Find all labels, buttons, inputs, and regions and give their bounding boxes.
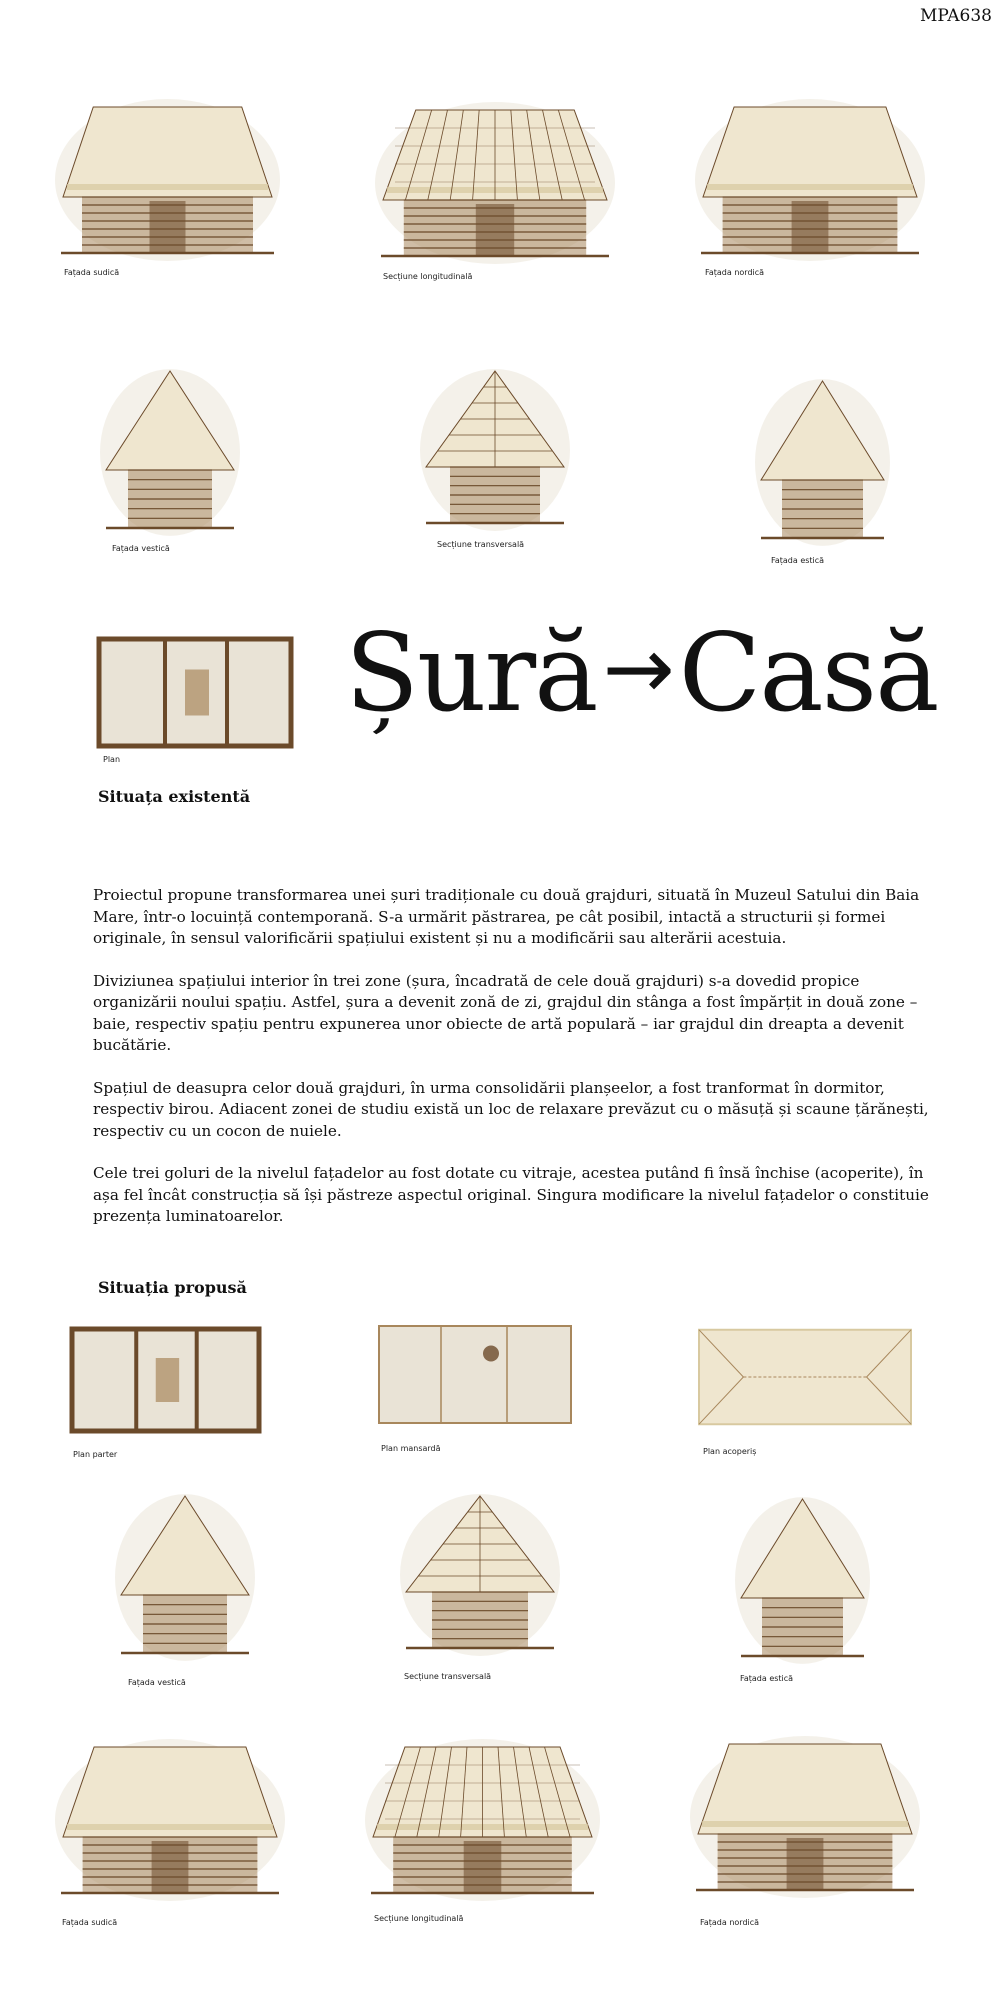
- caption-pr-north: Fațada nordică: [700, 1918, 760, 1927]
- paragraph: Cele trei goluri de la nivelul fațadelor au fost dotate cu vitraje, acestea putând fi însă închise (acoperite), în așa fel încât construcția să își păstreze aspectul original. Singura modificare la nivelul fațadelor o constituie prezența luminatoarelor.: [93, 1164, 929, 1225]
- caption-pr-long-section: Secțiune longitudinală: [374, 1914, 464, 1923]
- caption-ex-long-section: Secțiune longitudinală: [383, 272, 473, 281]
- caption-pr-roof-plan: Plan acoperiș: [703, 1447, 757, 1456]
- caption-ex-cross-section: Secțiune transversală: [437, 540, 525, 549]
- drawing-pr-north: [690, 1732, 920, 1902]
- caption-pr-cross-section: Secțiune transversală: [404, 1672, 492, 1681]
- proposed-heading: Situația propusă: [98, 1278, 247, 1297]
- caption-ex-plan: Plan: [103, 755, 121, 764]
- drawing-ex-cross-section: [420, 365, 570, 535]
- title-to: Casă: [678, 611, 938, 736]
- caption-ex-west: Fațada vestică: [112, 544, 170, 553]
- caption-pr-attic-plan: Plan mansardă: [381, 1444, 441, 1453]
- drawing-ex-north: [695, 95, 925, 265]
- drawing-ex-south: [55, 95, 280, 265]
- page-title: [345, 611, 938, 736]
- drawing-pr-roof-plan: [695, 1318, 915, 1436]
- drawing-pr-long-section: [365, 1735, 600, 1905]
- drawing-pr-cross-section: [400, 1490, 560, 1660]
- drawing-ex-east: [755, 375, 890, 550]
- drawing-ex-long-section: [375, 98, 615, 268]
- caption-ex-north: Fațada nordică: [705, 268, 765, 277]
- description: [93, 885, 941, 1249]
- drawing-ex-plan: [95, 635, 295, 750]
- drawing-pr-attic-plan: [375, 1322, 575, 1427]
- drawing-pr-ground-plan: [68, 1325, 263, 1435]
- caption-ex-south: Fațada sudică: [64, 268, 120, 277]
- caption-pr-west: Fațada vestică: [128, 1678, 186, 1687]
- existing-heading: Situața existentă: [98, 787, 251, 806]
- drawing-pr-east: [735, 1493, 870, 1668]
- title-from: Șură: [345, 611, 597, 736]
- paragraph: Proiectul propune transformarea unei șuri tradiționale cu două grajduri, situată în Muzeul Satului din Baia Mare, într-o locuință contemporană. S-a urmărit păstrarea, pe cât posibil, intactă a structurii și formei originale, în sensul valorificării spațiului existent și nu a modificării sau alterării acestuia.: [93, 886, 920, 947]
- project-code: MPA638: [919, 6, 992, 26]
- drawing-pr-south: [55, 1735, 285, 1905]
- arrow-icon: →: [602, 619, 673, 719]
- caption-pr-ground-plan: Plan parter: [73, 1450, 118, 1459]
- paragraph: Diviziunea spațiului interior în trei zone (șura, încadrată de cele două grajduri) s-a dovedid propice organizării noului spațiu. Astfel, șura a devenit zonă de zi, grajdul din stânga a fost împărțit in două zone – baie, respectiv spațiu pentru expunerea unor obiecte de artă populară – iar grajdul din dreapta a devenit bucătărie.: [93, 971, 918, 1054]
- caption-ex-east: Fațada estică: [771, 556, 825, 565]
- caption-pr-south: Fațada sudică: [62, 1918, 118, 1927]
- drawing-ex-west: [100, 365, 240, 540]
- drawing-pr-west: [115, 1490, 255, 1665]
- caption-pr-east: Fațada estică: [740, 1674, 794, 1683]
- paragraph: Spațiul de deasupra celor două grajduri, în urma consolidării planșeelor, a fost tranformat în dormitor, respectiv birou. Adiacent zonei de studiu există un loc de relaxare prevăzut cu o măsuță și scaune țărănești, respectiv cu un cocon de nuiele.: [93, 1078, 929, 1140]
